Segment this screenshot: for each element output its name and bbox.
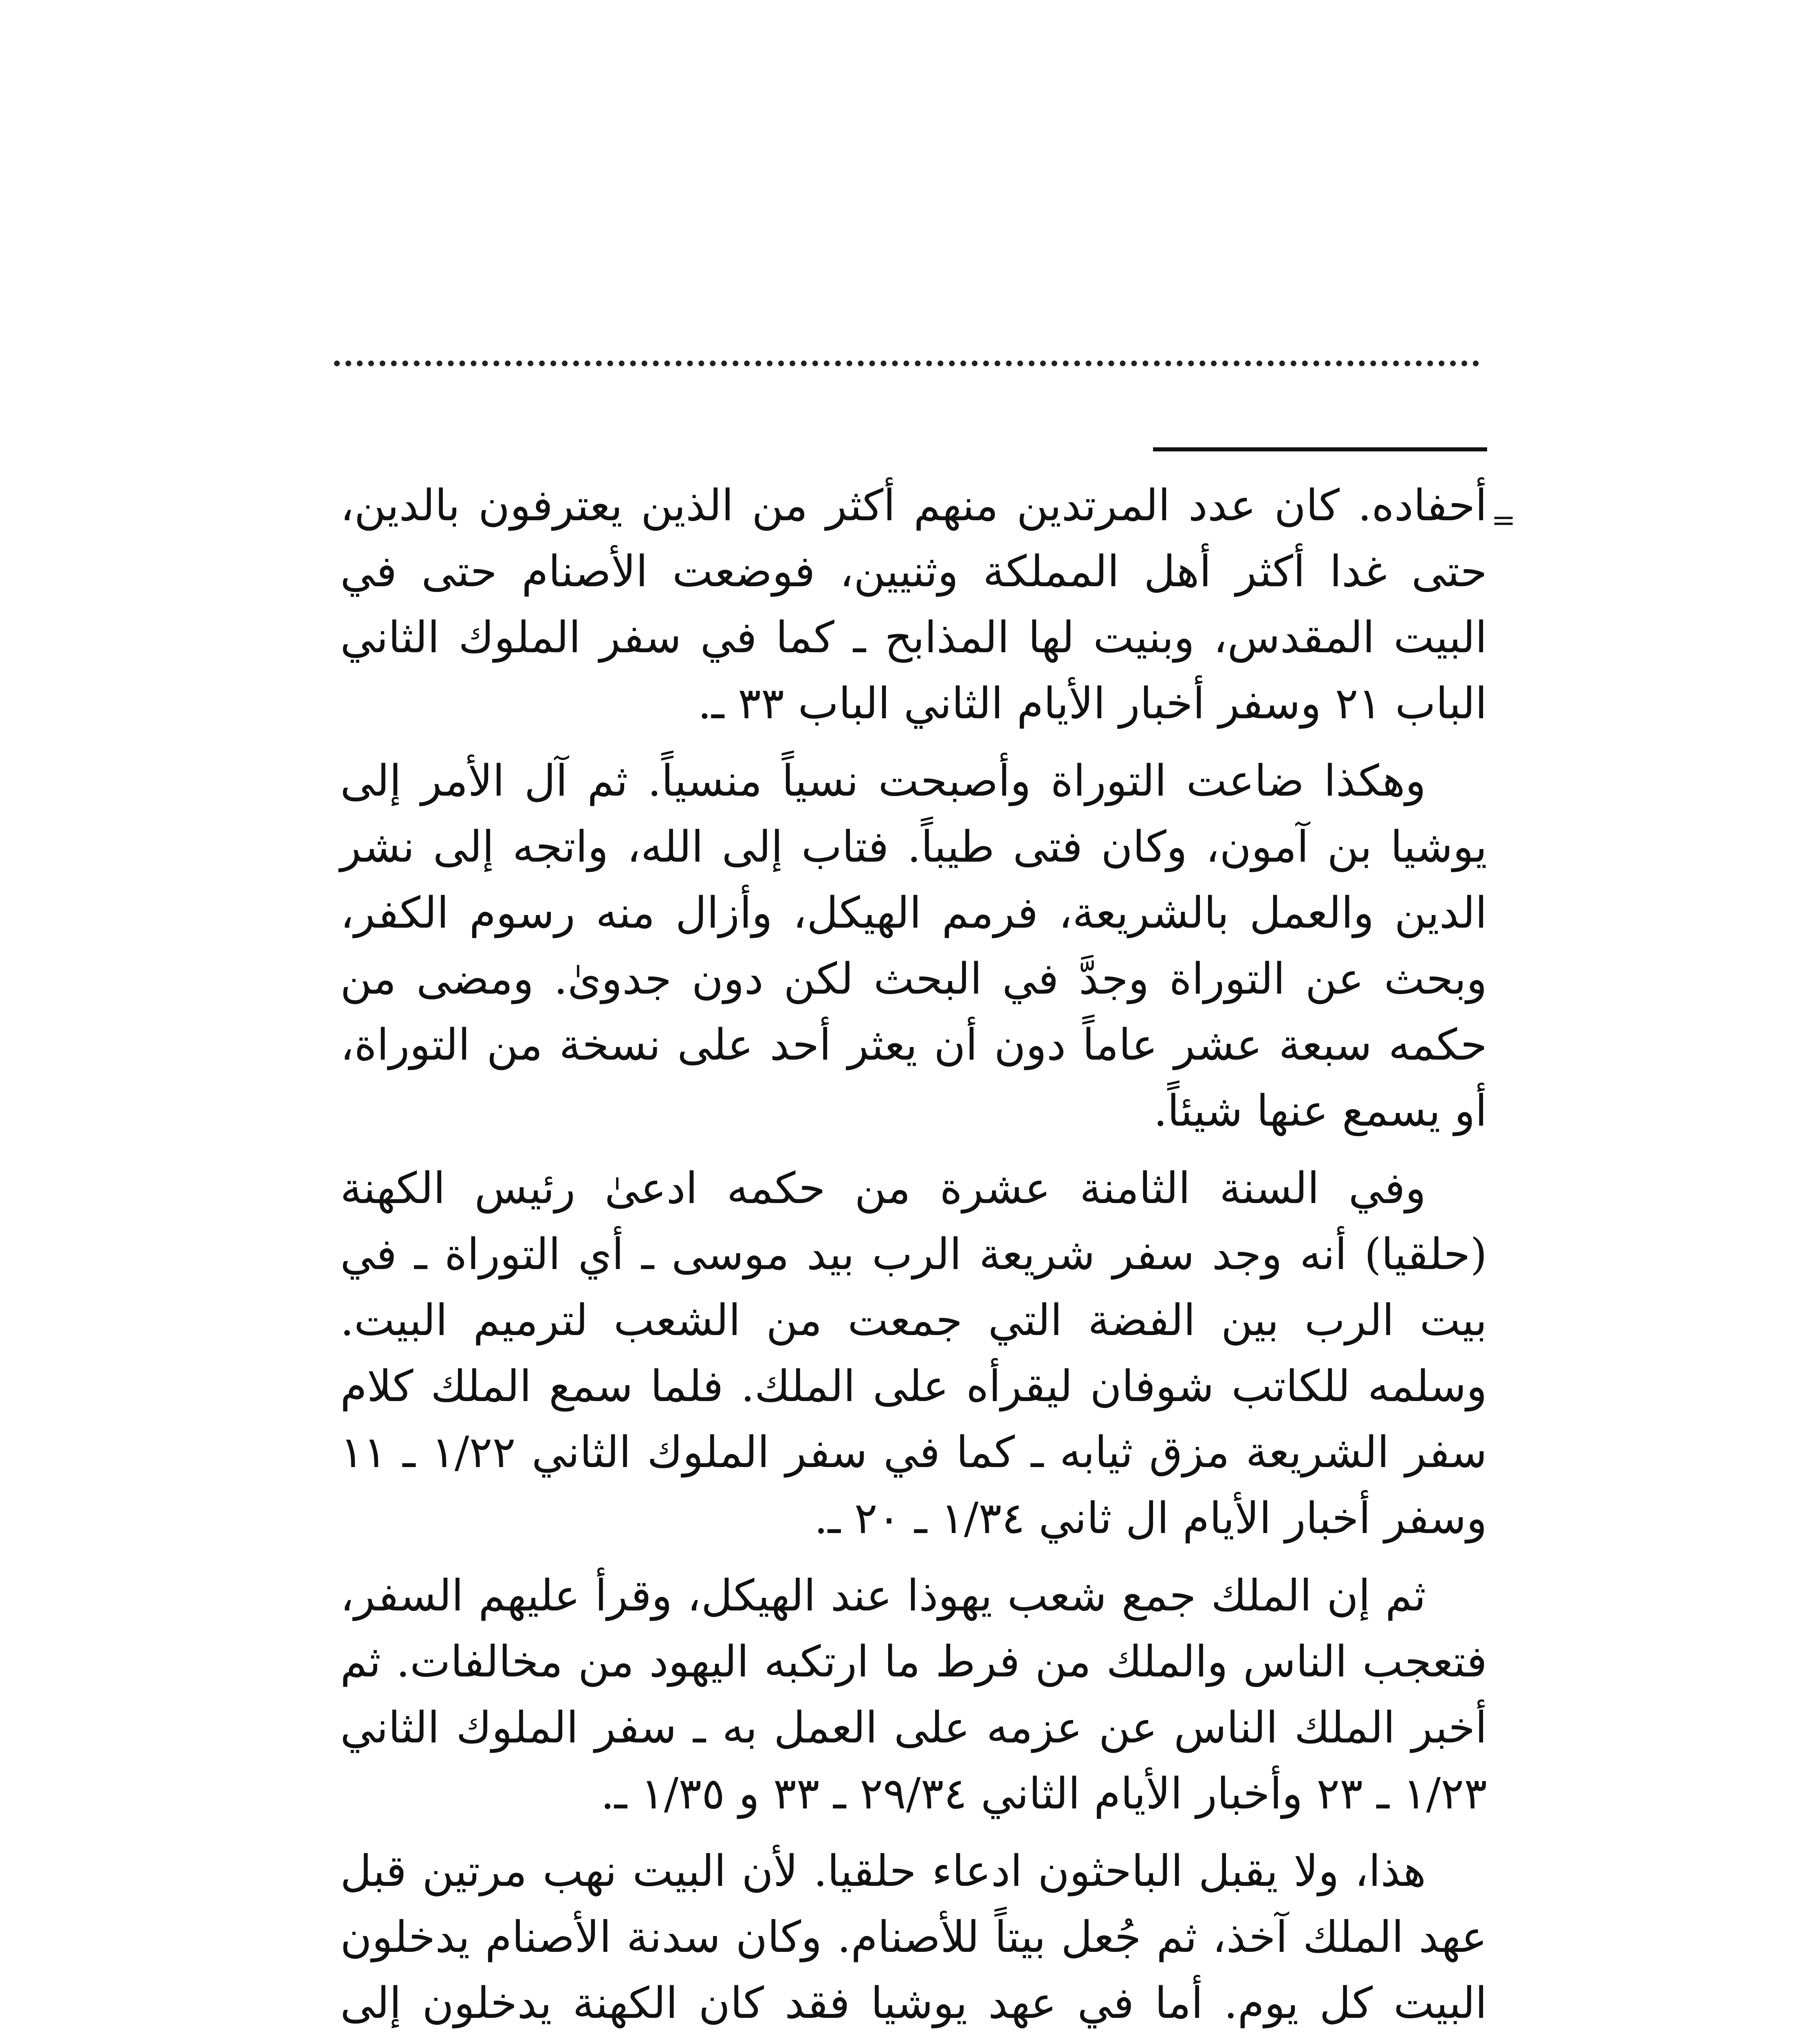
paragraph-1: أحفاده. كان عدد المرتدين منهم أكثر من الذين يعترفون بالدين، حتى غدا أكثر أهل المملكة وثنيين، فوضعت الأصنام حتى في البيت المقدس، وبنيت لها المذابح ـ كما في سفر الملوك الثاني الباب ٢١ وسفر أخبار الأيام الثاني الباب ٣٣ ـ. bbox=[340, 480, 1487, 728]
paragraph-3: وفي السنة الثامنة عشرة من حكمه ادعىٰ رئيس الكهنة (حلقيا) أنه وجد سفر شريعة الرب بيد موسى ـ أي التوراة ـ في بيت الرب بين الفضة التي جمعت من الشعب لترميم البيت. وسلمه للكاتب شوفان ليقرأه على الملك. فلما سمع الملك كلام سفر الشريعة مزق ثيابه ـ كما في سفر الملوك الثاني ١/٢٢ ـ ١١ وسفر أخبار الأيام ال ثاني ١/٣٤ ـ ٢٠ ـ. bbox=[340, 1163, 1487, 1543]
paragraph-5: هذا، ولا يقبل الباحثون ادعاء حلقيا. لأن البيت نهب مرتين قبل عهد الملك آخذ، ثم جُعل بيتاً للأصنام. وكان سدنة الأصنام يدخلون البيت كل يوم. أما في عهد يوشيا فقد كان الكهنة يدخلون إلى bbox=[340, 1846, 1487, 2028]
paragraph-2: وهكذا ضاعت التوراة وأصبحت نسياً منسياً. ثم آل الأمر إلى يوشيا بن آمون، وكان فتى طيباً. فتاب إلى الله، واتجه إلى نشر الدين والعمل بالشريعة، فرمم الهيكل، وأزال منه رسوم الكفر، وبحث عن التوراة وجدَّ في البحث لكن دون جدوىٰ. ومضى من حكمه سبعة عشر عاماً دون أن يعثر أحد على نسخة من التوراة، أو يسمع عنها شيئاً. bbox=[340, 756, 1487, 1136]
continuation-mark-top: = bbox=[1491, 503, 1516, 537]
paragraph-4: ثم إن الملك جمع شعب يهوذا عند الهيكل، وقرأ عليهم السفر، فتعجب الناس والملك من فرط ما ارتكبه اليهود من مخالفات. ثم أخبر الملك الناس عن عزمه على العمل به ـ سفر الملوك الثاني ١/٢٣ ـ ٢٣ وأخبار الأيام الثاني ٢٩/٣٤ ـ ٣٣ و ١/٣٥ ـ. bbox=[340, 1571, 1487, 1819]
body-text bbox=[340, 473, 1487, 2037]
footnote-rule bbox=[1153, 447, 1487, 451]
dotted-separator bbox=[334, 361, 1479, 366]
